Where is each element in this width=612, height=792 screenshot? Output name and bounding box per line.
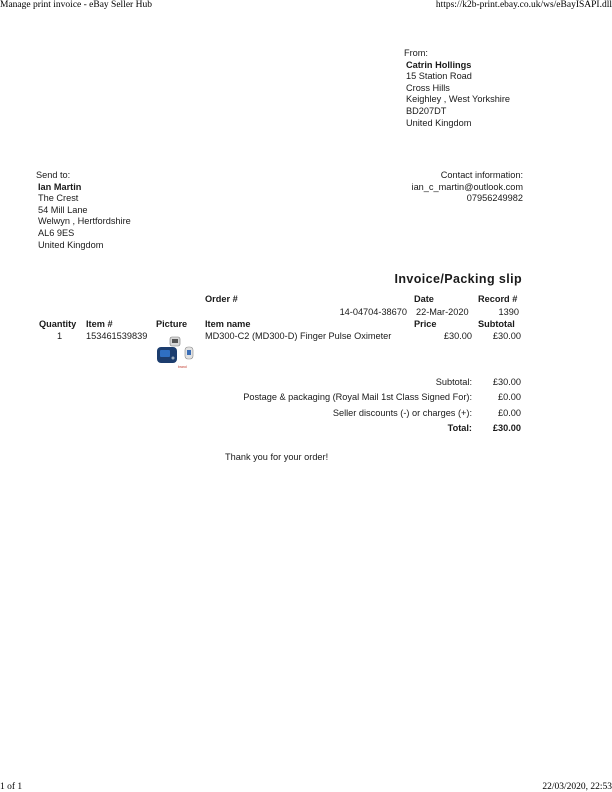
date-header: Date xyxy=(414,294,434,304)
contact-email: ian_c_martin@outlook.com xyxy=(411,181,523,192)
pulse-oximeter-icon xyxy=(156,335,202,373)
item-quantity: 1 xyxy=(57,331,63,341)
item-number-column-header: Item # xyxy=(86,319,113,329)
invoice-title: Invoice/Packing slip xyxy=(394,272,522,286)
thank-you-message: Thank you for your order! xyxy=(225,452,329,462)
record-number: 1390 xyxy=(498,307,519,317)
send-to-line: 54 Mill Lane xyxy=(38,204,88,215)
from-name: Catrin Hollings xyxy=(406,59,472,70)
send-to-line: Welwyn , Hertfordshire xyxy=(38,216,131,227)
item-name: MD300-C2 (MD300-D) Finger Pulse Oximeter xyxy=(205,331,392,341)
total-label: Total: xyxy=(447,423,472,433)
order-number: 14-04704-38670 xyxy=(339,307,407,317)
send-to-label: Send to: xyxy=(36,170,71,180)
postage-value: £0.00 xyxy=(498,392,521,402)
price-column-header: Price xyxy=(414,319,437,329)
print-footer-page: 1 of 1 xyxy=(0,782,23,792)
contact-information xyxy=(412,170,523,205)
from-label: From: xyxy=(404,48,428,58)
from-line: United Kingdom xyxy=(406,117,472,128)
record-number-header: Record # xyxy=(478,294,518,304)
from-line: BD207DT xyxy=(406,105,447,116)
print-header-title: Manage print invoice - eBay Seller Hub xyxy=(0,0,152,10)
print-footer-datetime: 22/03/2020, 22:53 xyxy=(542,782,612,792)
subtotal-value: £30.00 xyxy=(492,377,521,387)
from-address xyxy=(404,48,510,129)
subtotal-label: Subtotal: xyxy=(435,377,472,387)
item-price: £30.00 xyxy=(443,331,472,341)
order-date: 22-Mar-2020 xyxy=(416,307,469,317)
quantity-column-header: Quantity xyxy=(39,319,77,329)
postage-label: Postage & packaging (Royal Mail 1st Class Signed For): xyxy=(243,392,472,402)
contact-phone: 07956249982 xyxy=(466,193,523,204)
item-subtotal: £30.00 xyxy=(492,331,521,341)
total-value: £30.00 xyxy=(492,423,521,433)
from-line: Keighley , West Yorkshire xyxy=(406,94,511,105)
item-number: 153461539839 xyxy=(86,331,148,341)
svg-text:brand: brand xyxy=(178,365,187,369)
seller-discount-label: Seller discounts (-) or charges (+): xyxy=(332,408,472,418)
order-number-header: Order # xyxy=(205,294,238,304)
from-line: 15 Station Road xyxy=(406,71,472,82)
seller-discount-value: £0.00 xyxy=(498,408,521,418)
send-to-address xyxy=(36,170,131,251)
send-to-line: AL6 9ES xyxy=(38,227,75,238)
send-to-line: United Kingdom xyxy=(38,239,104,250)
print-header-url: https://k2b-print.ebay.co.uk/ws/eBayISAPI.dll xyxy=(435,0,612,10)
send-to-line: The Crest xyxy=(38,193,79,204)
send-to-name: Ian Martin xyxy=(38,181,82,192)
from-line: Cross Hills xyxy=(406,82,450,93)
picture-column-header: Picture xyxy=(156,319,188,329)
item-name-column-header: Item name xyxy=(205,319,251,329)
contact-label: Contact information: xyxy=(440,170,523,180)
subtotal-column-header: Subtotal xyxy=(478,319,515,329)
